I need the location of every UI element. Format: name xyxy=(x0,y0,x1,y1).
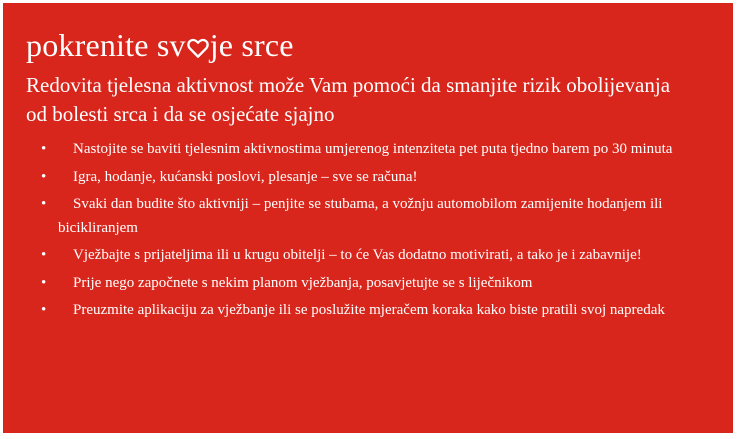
title-part-1: pokrenite sv xyxy=(26,27,186,63)
list-item-text: Preuzmite aplikaciju za vježbanje ili se poslužite mjeračem koraka kako biste pratili svoj napredak xyxy=(73,302,665,318)
bullet: • xyxy=(41,168,47,185)
bullet: • xyxy=(41,141,47,157)
bullet: • xyxy=(41,302,47,318)
list-item-text: Prije nego započnete s nekim planom vježbanja, posavjetujte se s liječnikom xyxy=(73,274,533,291)
info-card xyxy=(3,3,733,433)
bullet: • xyxy=(41,247,47,263)
list-item xyxy=(26,299,713,323)
list-item-text: Igra, hodanje, kućanski poslovi, plesanje – sve se računa! xyxy=(73,168,418,185)
list-item xyxy=(26,272,713,296)
list-item-text: Vježbajte s prijateljima ili u krugu obitelji – to će Vas dodatno motivirati, a tako je i zabavnije! xyxy=(73,247,642,263)
tips-list xyxy=(26,138,713,323)
bullet: • xyxy=(41,274,47,291)
bullet: • xyxy=(41,196,47,212)
list-item-text: Nastojite se baviti tjelesnim aktivnostima umjerenog intenziteta pet puta tjedno barem po 30 minuta xyxy=(73,141,673,157)
list-item xyxy=(26,138,713,162)
page-title xyxy=(26,25,713,65)
list-item xyxy=(26,166,713,190)
list-item xyxy=(26,244,713,268)
title-part-2: je srce xyxy=(209,27,294,63)
subtitle: Redovita tjelesna aktivnost može Vam pomoći da smanjite rizik obolijevanja od bolesti srca i da se osjećate sjajno xyxy=(26,73,671,126)
list-item xyxy=(26,193,713,240)
heart-icon xyxy=(187,38,209,58)
list-item-text: Svaki dan budite što aktivniji – penjite se stubama, a vožnju automobilom zamijenite hodanjem ili bicikliranjem xyxy=(58,196,663,236)
